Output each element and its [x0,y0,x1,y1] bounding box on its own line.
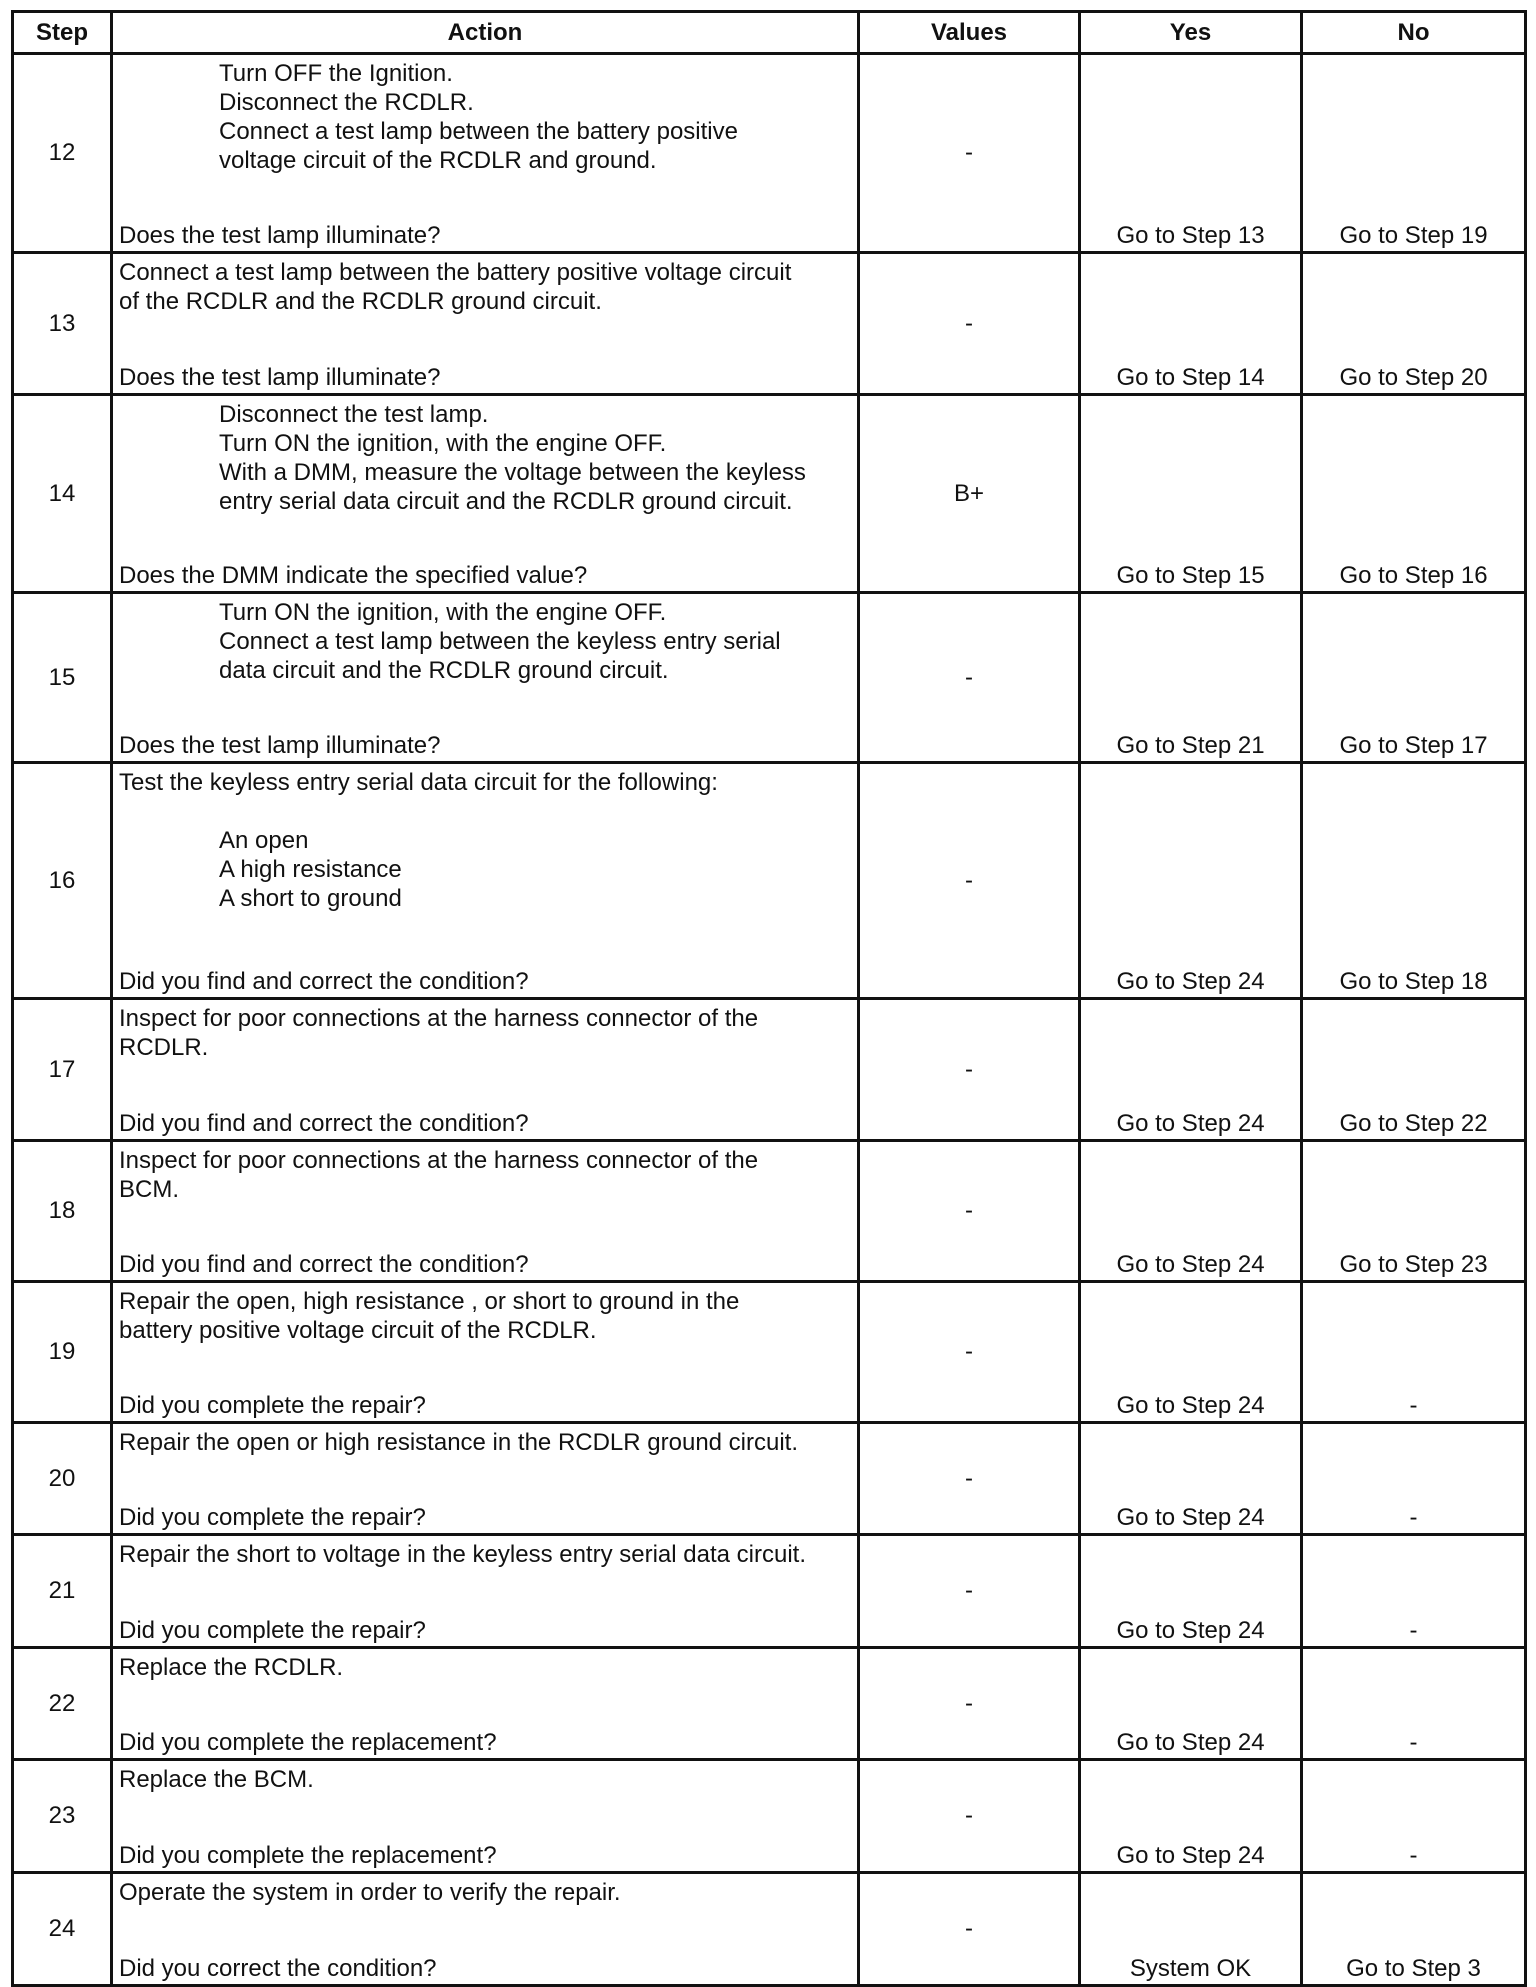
action-line: An open [219,827,309,854]
action-line: With a DMM, measure the voltage between the keyless [219,459,806,486]
value-cell: - [859,54,1080,253]
yes-result: Go to Step 24 [1116,1729,1265,1756]
step-number: 13 [13,253,112,395]
action-cell [112,999,859,1141]
yes-cell [1080,1648,1302,1760]
diagnostic-table [11,10,1527,1987]
step-number: 19 [13,1282,112,1423]
yes-cell [1080,253,1302,395]
action-question: Did you complete the repair? [119,1392,426,1419]
action-question: Did you complete the replacement? [119,1842,497,1869]
no-cell [1302,1423,1526,1535]
no-result: - [1409,1504,1418,1531]
yes-result: Go to Step 15 [1116,562,1265,589]
step-number: 21 [13,1535,112,1648]
table-row [13,593,1526,763]
action-question: Did you complete the repair? [119,1504,426,1531]
action-question: Does the test lamp illuminate? [119,364,441,391]
table-row [13,1760,1526,1873]
value-cell: B+ [859,395,1080,593]
value-cell: - [859,253,1080,395]
yes-result: Go to Step 21 [1116,732,1265,759]
no-cell [1302,1141,1526,1282]
step-number: 17 [13,999,112,1141]
step-number: 24 [13,1873,112,1986]
no-cell [1302,1535,1526,1648]
action-cell [112,54,859,253]
no-result: Go to Step 3 [1346,1955,1481,1982]
yes-cell [1080,54,1302,253]
no-result: - [1409,1617,1418,1644]
value-cell: - [859,1760,1080,1873]
action-cell [112,1648,859,1760]
yes-cell [1080,1141,1302,1282]
no-result: - [1409,1729,1418,1756]
value-cell: - [859,763,1080,999]
no-result: - [1409,1392,1418,1419]
action-line: A short to ground [219,885,402,912]
no-result: Go to Step 23 [1339,1251,1488,1278]
action-line: Operate the system in order to verify the repair. [119,1879,621,1906]
action-cell [112,763,859,999]
action-question: Did you find and correct the condition? [119,1110,529,1137]
action-line: Repair the open or high resistance in the RCDLR ground circuit. [119,1429,799,1456]
value-cell: - [859,1648,1080,1760]
no-cell [1302,54,1526,253]
step-number: 18 [13,1141,112,1282]
action-line: Turn OFF the Ignition. [219,60,453,87]
table-row [13,1141,1526,1282]
action-line: data circuit and the RCDLR ground circuit. [219,657,669,684]
value-cell: - [859,1423,1080,1535]
table-row [13,395,1526,593]
action-question: Did you find and correct the condition? [119,968,529,995]
yes-result: System OK [1129,1955,1252,1982]
action-line: RCDLR. [119,1034,209,1061]
yes-result: Go to Step 24 [1116,1842,1265,1869]
table-row [13,1535,1526,1648]
table-row [13,999,1526,1141]
table-row [13,1873,1526,1986]
value-cell: - [859,999,1080,1141]
action-line: A high resistance [219,856,402,883]
no-result: Go to Step 18 [1339,968,1488,995]
yes-result: Go to Step 24 [1116,968,1265,995]
action-line: Connect a test lamp between the battery positive [219,118,738,145]
action-cell [112,1760,859,1873]
no-cell [1302,999,1526,1141]
no-cell [1302,1282,1526,1423]
table-row [13,1648,1526,1760]
no-cell [1302,253,1526,395]
header-step: Step [13,12,112,54]
action-question: Did you find and correct the condition? [119,1251,529,1278]
yes-result: Go to Step 13 [1116,222,1265,249]
value-cell: - [859,1282,1080,1423]
no-result: Go to Step 22 [1339,1110,1488,1137]
action-question: Did you complete the repair? [119,1617,426,1644]
no-result: - [1409,1842,1418,1869]
yes-result: Go to Step 24 [1116,1617,1265,1644]
yes-result: Go to Step 24 [1116,1392,1265,1419]
step-number: 23 [13,1760,112,1873]
action-line: voltage circuit of the RCDLR and ground. [219,147,657,174]
action-line: BCM. [119,1176,179,1203]
header-action: Action [112,12,859,54]
value-cell: - [859,593,1080,763]
yes-cell [1080,999,1302,1141]
action-line: Repair the short to voltage in the keyless entry serial data circuit. [119,1541,806,1568]
header-row [13,12,1526,54]
action-line: Connect a test lamp between the keyless entry serial [219,628,781,655]
action-line: entry serial data circuit and the RCDLR ground circuit. [219,488,793,515]
no-result: Go to Step 19 [1339,222,1488,249]
action-cell [112,395,859,593]
action-line: Disconnect the RCDLR. [219,89,474,116]
no-cell [1302,395,1526,593]
yes-cell [1080,763,1302,999]
action-line: Inspect for poor connections at the harness connector of the [119,1147,759,1174]
no-result: Go to Step 16 [1339,562,1488,589]
action-cell [112,1423,859,1535]
table-row [13,253,1526,395]
yes-result: Go to Step 24 [1116,1110,1265,1137]
action-line: Test the keyless entry serial data circuit for the following: [119,769,718,796]
yes-cell [1080,1535,1302,1648]
action-line: Replace the BCM. [119,1766,314,1793]
step-number: 14 [13,395,112,593]
value-cell: - [859,1535,1080,1648]
yes-cell [1080,395,1302,593]
yes-cell [1080,1282,1302,1423]
action-line: Repair the open, high resistance , or short to ground in the [119,1288,740,1315]
table-row [13,1423,1526,1535]
header-no: No [1302,12,1526,54]
header-yes: Yes [1080,12,1302,54]
yes-result: Go to Step 24 [1116,1251,1265,1278]
table-row [13,54,1526,253]
action-cell [112,1873,859,1986]
no-cell [1302,1648,1526,1760]
action-line: battery positive voltage circuit of the RCDLR. [119,1317,597,1344]
action-cell [112,1141,859,1282]
action-question: Did you correct the condition? [119,1955,437,1982]
no-cell [1302,1873,1526,1986]
action-cell [112,253,859,395]
step-number: 12 [13,54,112,253]
table-row [13,1282,1526,1423]
header-values: Values [859,12,1080,54]
action-line: Turn ON the ignition, with the engine OFF. [219,430,667,457]
action-line: Disconnect the test lamp. [219,401,489,428]
action-line: Turn ON the ignition, with the engine OFF. [219,599,667,626]
table-row [13,763,1526,999]
action-cell [112,593,859,763]
step-number: 20 [13,1423,112,1535]
yes-result: Go to Step 14 [1116,364,1265,391]
value-cell: - [859,1873,1080,1986]
no-cell [1302,593,1526,763]
yes-cell [1080,1423,1302,1535]
step-number: 16 [13,763,112,999]
action-cell [112,1535,859,1648]
no-result: Go to Step 20 [1339,364,1488,391]
action-cell [112,1282,859,1423]
yes-result: Go to Step 24 [1116,1504,1265,1531]
no-cell [1302,763,1526,999]
action-line: Replace the RCDLR. [119,1654,344,1681]
action-question: Does the DMM indicate the specified value? [119,562,588,589]
action-line: Connect a test lamp between the battery positive voltage circuit [119,259,792,286]
action-question: Did you complete the replacement? [119,1729,497,1756]
action-question: Does the test lamp illuminate? [119,222,441,249]
value-cell: - [859,1141,1080,1282]
action-question: Does the test lamp illuminate? [119,732,441,759]
yes-cell [1080,593,1302,763]
action-line: of the RCDLR and the RCDLR ground circuit. [119,288,602,315]
no-result: Go to Step 17 [1339,732,1488,759]
yes-cell [1080,1760,1302,1873]
no-cell [1302,1760,1526,1873]
step-number: 22 [13,1648,112,1760]
step-number: 15 [13,593,112,763]
yes-cell [1080,1873,1302,1986]
action-line: Inspect for poor connections at the harness connector of the [119,1005,759,1032]
